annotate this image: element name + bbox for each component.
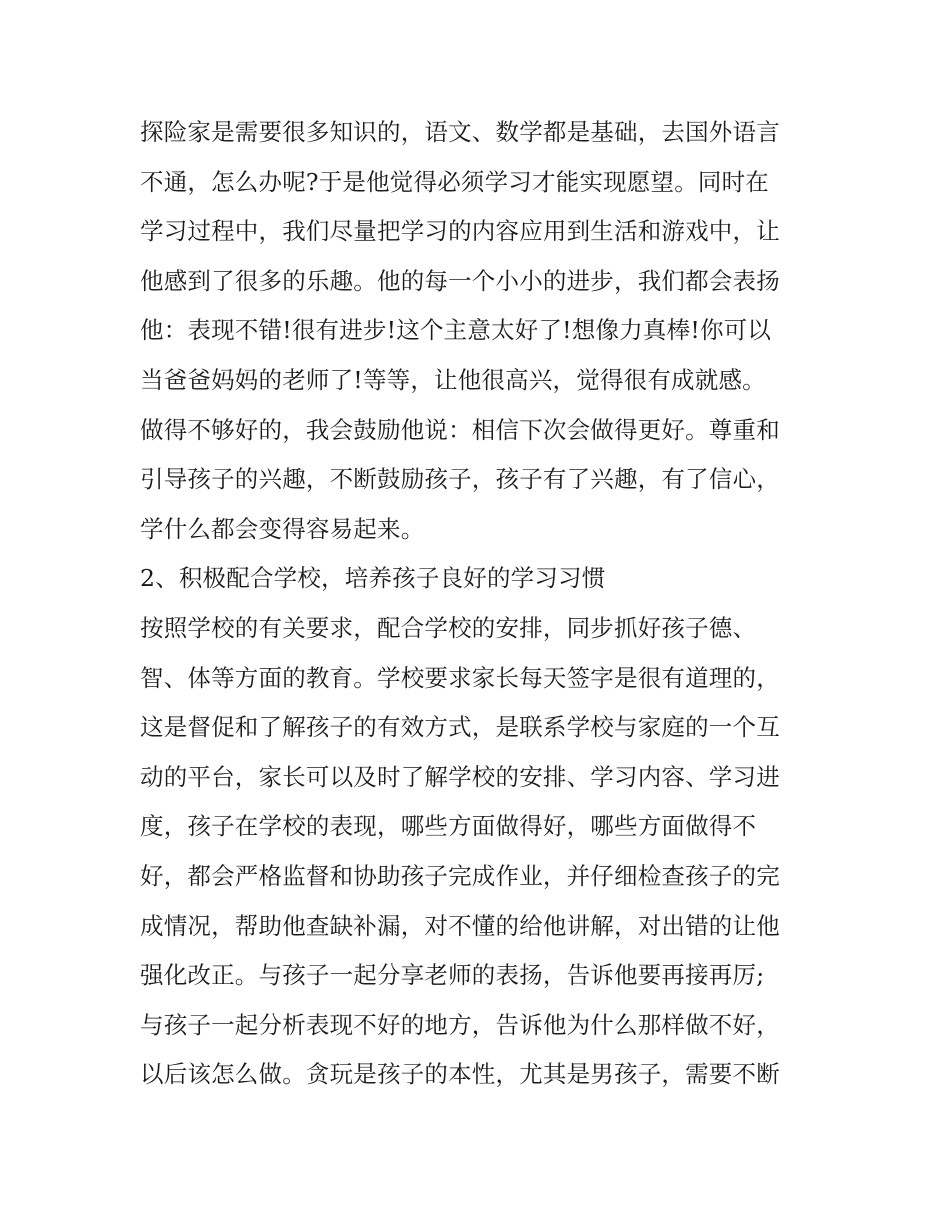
paragraph-line: 他：表现不错!很有进步!这个主意太好了!想像力真棒!你可以 [140,316,772,345]
paragraph-line: 当爸爸妈妈的老师了!等等，让他很高兴，觉得很有成就感。 [140,365,766,394]
paragraph-line: 好，都会严格监督和协助孩子完成作业，并仔细检查孩子的完 [140,861,780,890]
paragraph-line: 引导孩子的兴趣，不断鼓励孩子，孩子有了兴趣，有了信心， [140,465,780,494]
paragraph-line: 强化改正。与孩子一起分享老师的表扬，告诉他要再接再厉; [140,961,765,990]
section-heading: 2、积极配合学校，培养孩子良好的学习习惯 [140,564,606,593]
paragraph-line: 按照学校的有关要求，配合学校的安排，同步抓好孩子德、 [140,613,757,642]
paragraph-line: 动的平台，家长可以及时了解学校的安排、学习内容、学习进 [140,762,780,791]
paragraph-line: 以后该怎么做。贪玩是孩子的本性，尤其是男孩子，需要不断 [140,1060,780,1089]
paragraph-line: 智、体等方面的教育。学校要求家长每天签字是很有道理的， [140,663,780,692]
paragraph-line: 他感到了很多的乐趣。他的每一个小小的进步，我们都会表扬 [140,266,780,295]
paragraph-line: 与孩子一起分析表现不好的地方，告诉他为什么那样做不好， [140,1010,780,1039]
paragraph-line: 学习过程中，我们尽量把学习的内容应用到生活和游戏中，让 [140,217,780,246]
paragraph-line: 做得不够好的，我会鼓励他说：相信下次会做得更好。尊重和 [140,415,780,444]
paragraph-line: 不通，怎么办呢?于是他觉得必须学习才能实现愿望。同时在 [140,167,769,196]
paragraph-line: 成情况，帮助他查缺补漏，对不懂的给他讲解，对出错的让他 [140,911,780,940]
paragraph-line: 学什么都会变得容易起来。 [140,514,425,543]
document-body [140,108,840,1100]
paragraph-line: 这是督促和了解孩子的有效方式，是联系学校与家庭的一个互 [140,713,780,742]
paragraph-line: 度，孩子在学校的表现，哪些方面做得好，哪些方面做得不 [140,812,757,841]
paragraph-line: 探险家是需要很多知识的，语文、数学都是基础，去国外语言 [140,118,780,146]
